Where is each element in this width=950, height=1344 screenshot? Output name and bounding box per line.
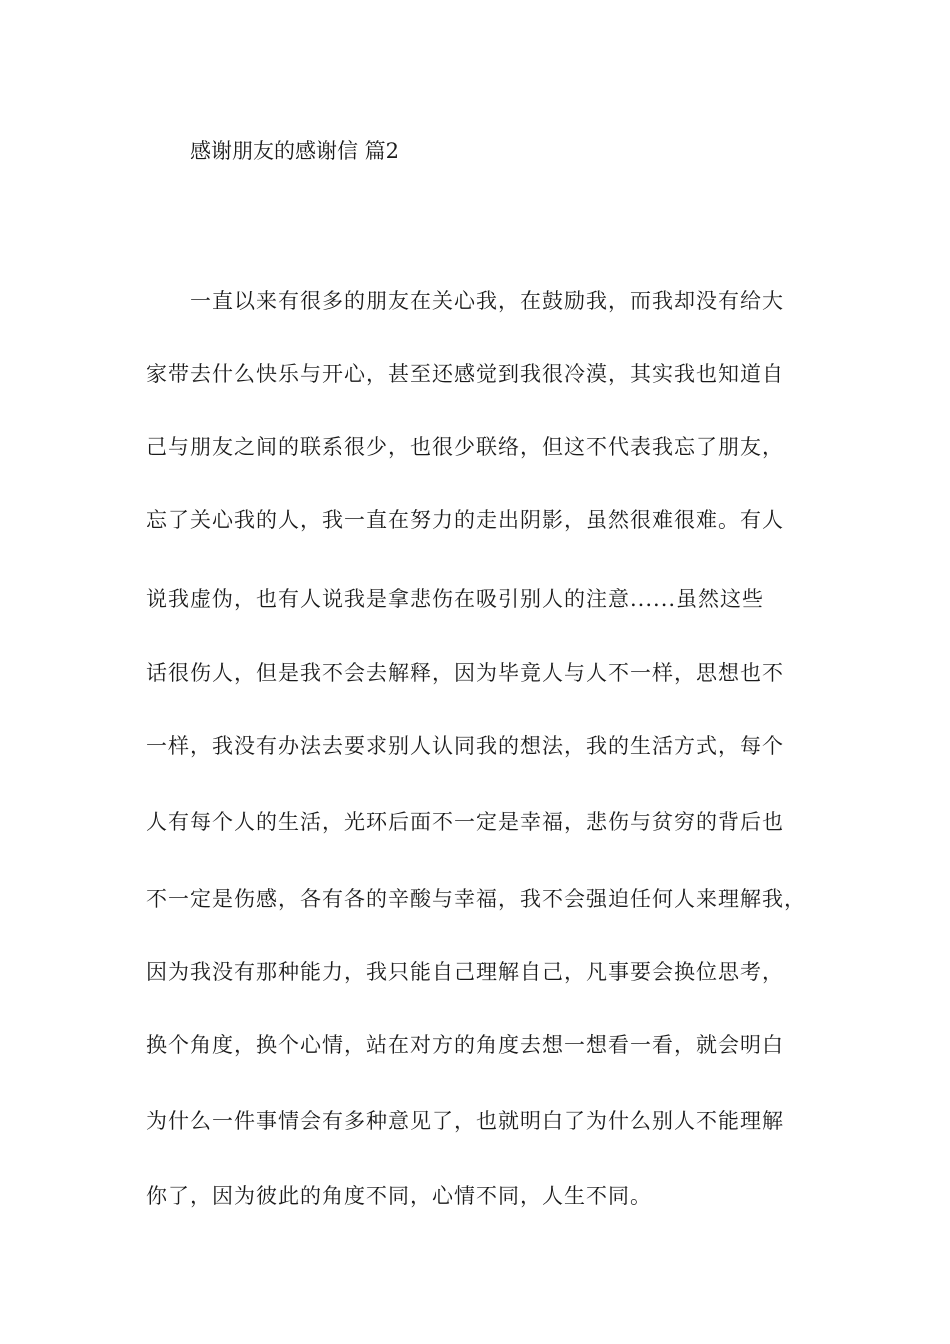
paragraph-line: 说我虚伪，也有人说我是拿悲伤在吸引别人的注意......虽然这些 — [146, 587, 765, 611]
paragraph-line: 为什么一件事情会有多种意见了，也就明白了为什么别人不能理解 — [146, 1109, 784, 1133]
paragraph-line: 因为我没有那种能力，我只能自己理解自己，凡事要会换位思考， — [146, 960, 784, 984]
paragraph-line: 人有每个人的生活，光环后面不一定是幸福，悲伤与贫穷的背后也 — [146, 810, 784, 834]
paragraph-line: 话很伤人，但是我不会去解释，因为毕竟人与人不一样，思想也不 — [146, 661, 784, 685]
paragraph-line: 家带去什么快乐与开心，甚至还感觉到我很冷漠，其实我也知道自 — [146, 362, 784, 386]
paragraph-line: 不一定是伤感，各有各的辛酸与幸福，我不会强迫任何人来理解我， — [146, 887, 806, 911]
document-title: 感谢朋友的感谢信 篇2 — [190, 139, 400, 163]
paragraph-line: 一直以来有很多的朋友在关心我，在鼓励我，而我却没有给大 — [190, 289, 784, 313]
paragraph-line: 忘了关心我的人，我一直在努力的走出阴影，虽然很难很难。有人 — [146, 508, 784, 532]
paragraph-line: 换个角度，换个心情，站在对方的角度去想一想看一看，就会明白 — [146, 1033, 784, 1057]
paragraph-line: 一样，我没有办法去要求别人认同我的想法，我的生活方式，每个 — [146, 734, 784, 758]
paragraph-line: 你了，因为彼此的角度不同，心情不同，人生不同。 — [146, 1184, 652, 1208]
paragraph-line: 己与朋友之间的联系很少，也很少联络，但这不代表我忘了朋友， — [146, 435, 784, 459]
